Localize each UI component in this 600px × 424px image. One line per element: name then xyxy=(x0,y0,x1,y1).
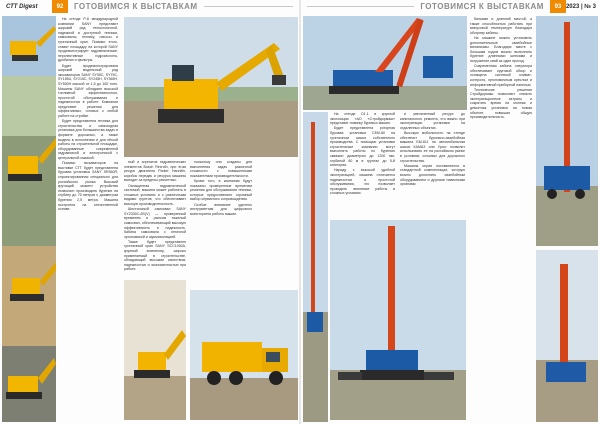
paragraph: Современная кабина оператора обеспечивает круговой обзор и оснащена системой климат-контроля, эргономичным креслом и информативной приборной панелью. xyxy=(470,64,532,87)
pile-driving-rig-photo xyxy=(330,220,466,420)
text-column-6 xyxy=(470,17,532,120)
paragraph: и увеличенный ресурс до капитального ремонта, что важно при эксплуатации установки на отдаленных объектах. xyxy=(400,112,465,130)
left-running-header xyxy=(0,0,299,13)
right-page-number: 93 xyxy=(550,0,566,13)
paragraph: Также будет представлен гусеничный кран SANY SCC1000A, крупный экземпляр, широко применяемый в строительстве, обладающий высоким качеством, надежностью и экономичностью при работе. xyxy=(124,239,186,272)
paragraph: Будет продемонстрирована широкий модельный ряд экскаваторов SANY SY35C, SY75C, SY155U, SY215C, SY245H, SY365H, SY500H массой от 1,5 до 100 тонн. Машины SANY обладают высокой топливной эффективностью, простотой обслуживания и надежностью в работе. Компания представит решения для эффективных, готовых к любой работе на стройке. xyxy=(58,63,118,119)
compact-excavator-photo xyxy=(124,280,186,420)
text-column-5 xyxy=(400,112,465,187)
right-running-header xyxy=(301,0,600,13)
drilling-rig-hero-photo xyxy=(303,16,467,110)
issue-number: 2023 | № 3 xyxy=(565,3,596,10)
paragraph: На стенде D1.1 в крупной экспозиции «АО «Стройдормаш» представит новинку буровых машин. xyxy=(330,112,395,126)
right-rubric: ГОТОВИМСЯ К ВЫСТАВКАМ xyxy=(420,2,544,11)
rig-detail-photo xyxy=(536,250,598,422)
excavator-hero-photo xyxy=(124,17,298,157)
header-rule xyxy=(204,6,293,7)
text-column-2 xyxy=(124,160,186,273)
paragraph: Машины серии поставляются в стандартной комплектации, которую можно дополнить сваебойным оборудованием и другими навесными органами. xyxy=(400,163,465,187)
excavator-photo-strip xyxy=(2,16,56,422)
paragraph: Помимо экскаваторов на выставке СТТ будет представлена буровая установка SANY SR360R, спроектированная специально для российского рынка. Высокий крутящий момент устройства позволяет производить бурение на глубину до 70 метров с диаметром бурения 2,5 метра. Машина построена на отечественной основе. xyxy=(58,161,118,212)
paragraph: Шестиосный самосвал SANY SYZ330C-8S(V) — проверенный временем и рынком тяжелый самосвал, обеспечивающий высокую эффективность и надежность. Кабина самосвала с отличной эргономикой и шумоизоляцией. xyxy=(124,207,186,239)
paragraph: поскольку они созданы для выполнения задач различной сложности с повышенными показателями производительности. xyxy=(190,160,252,178)
left-rubric: ГОТОВИМСЯ К ВЫСТАВКАМ xyxy=(74,2,198,11)
paragraph: На машине можно установить дополнительные сваебойные механизмы. Благодаря мачте с большим ходом можно выполнять бурение длинными шнеками и погружение свай за один проход. xyxy=(470,35,532,63)
paragraph: Будет представлена техника для строительства и самоходная установка для большинства задач в формате дорожных, а также модели в исполнении и для лёгкой работы на строительной площадке, оборудованные современной гидравликой и электроникой с центральной смазкой. xyxy=(58,119,118,160)
magazine-brand: СТТ Digest xyxy=(6,3,38,10)
header-rule xyxy=(307,6,414,7)
paragraph: балками и длинной мачтой, а также способностью работать при минусовой температуре благодаря обогреву кабины. xyxy=(470,17,532,35)
paragraph: Особое внимание уделено инструментам для цифрового мониторинга работы машин. xyxy=(190,202,252,216)
text-column-4 xyxy=(330,112,395,196)
paragraph: Оснащенная гидравлической системой, машина может работать в сложных условиях и с различными видами грунтов, что обеспечивает высокую производительность. xyxy=(124,183,186,206)
paragraph: Технические решения Стройдормаш позволяют снизить эксплуатационные затраты и сократить время на монтаж и демонтаж установки на новом объекте, повышая общую производительность. xyxy=(470,87,532,120)
left-page-number: 92 xyxy=(52,0,68,13)
text-column-3 xyxy=(190,160,252,217)
paragraph: На стенде Р-8 международной компании SANY представит широкий ряд технологичной, надежной и доступной техники, самосвалы, технику, насосы и гусеничный кран. Помимо этого, ставят площадку на которой SANY продемонстрирует гидравлические, перспективные гидромолоты, дробилки и фильтры. xyxy=(58,17,118,63)
truck-rig-photo xyxy=(536,16,598,246)
rig-photo-strip xyxy=(303,112,328,422)
paragraph: ный и агрегатов гидравлических элементов Bosch Rexroth, при этом ресурс двигателя Parker Hannifin, коробок передач и ресурса машины выходит за пределы расчетных. xyxy=(124,160,186,183)
paragraph: Кроме того, в компании будут показаны проверенные временем решения для обслуживания техники, которые предоставляют огромный выбор сервисного сопровождения. xyxy=(190,178,252,202)
dump-truck-photo xyxy=(190,290,298,420)
paragraph: Высокую мобильность на стенде обеспечит бурильно-сваебойная машина БМ-811 на автомобильном шасси КАМАЗ или Урал: позволит использовать ее на российском рынке в условиях, сложных для дорожного строительства. xyxy=(400,130,465,163)
paragraph: Наряду с высокой удобной эксплуатацией, машина отличается надежностью и простотой обслуживания, что позволяет проводить земляные работы в сложных условиях. xyxy=(330,168,395,196)
spine-shadow xyxy=(299,0,301,424)
text-column-1 xyxy=(58,17,118,212)
paragraph: Будет представлена роторная буровая установка СБМ-80 на гусеничном шасси собственного производства. С помощью установки строительные компании могут выполнять работы по бурению скважин диаметром до 1200 мм, глубиной 80 м в грунтах до 5-й категории. xyxy=(330,126,395,168)
